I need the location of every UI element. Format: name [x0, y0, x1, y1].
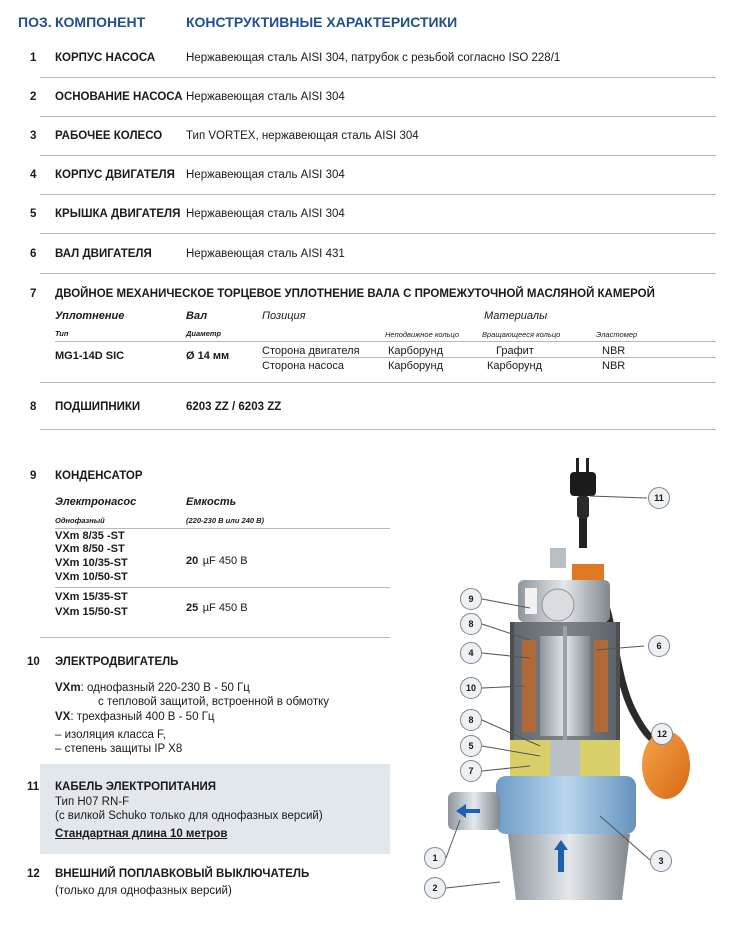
cable-band	[40, 764, 390, 854]
row-description: Нержавеющая сталь AISI 304	[186, 208, 345, 220]
row-description: Нержавеющая сталь AISI 304	[186, 169, 345, 181]
capacitor-value-number: 20	[186, 555, 199, 567]
header-characteristics: КОНСТРУКТИВНЫЕ ХАРАКТЕРИСТИКИ	[186, 14, 458, 30]
row-number: 10	[27, 656, 40, 668]
cable-type: Тип H07 RN-F	[55, 796, 130, 808]
callout-seal: 7	[460, 760, 482, 782]
row-number: 8	[30, 401, 37, 413]
capacitor-col-capacity: Емкость	[186, 496, 237, 508]
seal-col-shaft: Вал	[186, 310, 208, 322]
pump-cutaway-diagram	[400, 440, 725, 935]
motor-title: ЭЛЕКТРОДВИГАТЕЛЬ	[55, 656, 179, 668]
divider	[40, 155, 716, 156]
callout-cable: 11	[648, 487, 670, 509]
callout-bearing: 8	[460, 709, 482, 731]
motor-vx-text: : трехфазный 400 В - 50 Гц	[70, 711, 215, 723]
capacitor-value-number: 25	[186, 602, 199, 614]
seal-sub-diameter: Диаметр	[186, 329, 222, 338]
row-component: ПОДШИПНИКИ	[55, 401, 141, 413]
divider	[40, 273, 716, 274]
row-number: 7	[30, 288, 37, 300]
motor-housing	[510, 622, 620, 750]
callout-shaft: 6	[648, 635, 670, 657]
motor-vxm-line	[55, 682, 250, 694]
callout-float-switch: 12	[651, 723, 673, 745]
seal-type-value: MG1-14D SIC	[55, 350, 125, 362]
row-component: РАБОЧЕЕ КОЛЕСО	[55, 130, 163, 142]
motor-vx-line	[55, 711, 214, 723]
divider	[40, 194, 716, 195]
row-number: 3	[30, 130, 37, 142]
seal-sub-type: Тип	[55, 329, 69, 338]
motor-bullet: – степень защиты IP X8	[55, 743, 183, 755]
capacitor-model: VXm 10/50-ST	[55, 571, 128, 583]
capacitor-model: VXm 15/35-ST	[55, 591, 128, 603]
header-component: КОМПОНЕНТ	[55, 14, 146, 30]
seal-fixed: Карборунд	[388, 345, 444, 357]
capacitor-model: VXm 10/35-ST	[55, 557, 128, 569]
header-pos: ПОЗ.	[18, 14, 52, 30]
row-number: 11	[27, 781, 40, 793]
seal-rotating: Графит	[496, 345, 534, 357]
divider	[40, 429, 716, 430]
row-component: КОРПУС НАСОСА	[55, 52, 156, 64]
callout-motor-housing: 4	[460, 642, 482, 664]
callout-impeller: 3	[650, 850, 672, 872]
seal-position: Сторона двигателя	[262, 345, 360, 357]
row-description: Нержавеющая сталь AISI 304	[186, 91, 345, 103]
row-component: КОРПУС ДВИГАТЕЛЯ	[55, 169, 175, 181]
seal-diameter-value: Ø 14 мм	[186, 350, 230, 362]
pump-casing	[448, 776, 636, 834]
seal-sub-fixed-ring: Неподвижное кольцо	[385, 330, 460, 339]
motor-head	[518, 548, 610, 622]
capacitor-value	[186, 598, 248, 616]
cable-length: Стандартная длина 10 метров	[55, 828, 228, 840]
motor-vxm-text: : однофазный 220-230 В - 50 Гц	[80, 682, 250, 694]
motor-bullet: – изоляция класса F,	[55, 729, 166, 741]
cable-plug-note: (с вилкой Schuko только для однофазных версий)	[55, 810, 323, 822]
row-description: Нержавеющая сталь AISI 304, патрубок с резьбой согласно ISO 228/1	[186, 52, 561, 64]
callout-capacitor: 9	[460, 588, 482, 610]
capacitor-col-pump: Электронасос	[55, 496, 137, 508]
callout-bearing: 8	[460, 613, 482, 635]
seal-col-seal: Уплотнение	[55, 310, 125, 322]
seal-col-position: Позиция	[262, 310, 306, 322]
cable-title: КАБЕЛЬ ЭЛЕКТРОПИТАНИЯ	[55, 781, 217, 793]
row-number: 2	[30, 91, 37, 103]
row-number: 12	[27, 868, 40, 880]
row-component: ВАЛ ДВИГАТЕЛЯ	[55, 248, 152, 260]
row-number: 5	[30, 208, 37, 220]
divider	[40, 637, 390, 638]
row-description: 6203 ZZ / 6203 ZZ	[186, 401, 282, 413]
row-component: ОСНОВАНИЕ НАСОСА	[55, 91, 183, 103]
oil-chamber	[510, 740, 620, 776]
capacitor-model: VXm 8/35 -ST	[55, 530, 125, 542]
callout-motor-cover: 5	[460, 735, 482, 757]
row-number: 6	[30, 248, 37, 260]
divider	[262, 357, 716, 358]
motor-vxm-label: VXm	[55, 682, 81, 694]
capacitor-sub-voltage: (220-230 В или 240 В)	[186, 516, 265, 525]
callout-pump-body: 1	[424, 847, 446, 869]
seal-title: ДВОЙНОЕ МЕХАНИЧЕСКОЕ ТОРЦЕВОЕ УПЛОТНЕНИЕ ВАЛА С ПРОМЕЖУТОЧНОЙ МАСЛЯНОЙ КАМЕРОЙ	[55, 288, 655, 300]
float-switch-title: ВНЕШНИЙ ПОПЛАВКОВЫЙ ВЫКЛЮЧАТЕЛЬ	[55, 868, 310, 880]
seal-col-materials: Материалы	[484, 310, 548, 322]
divider	[40, 77, 716, 78]
row-description: Тип VORTEX, нержавеющая сталь AISI 304	[186, 130, 419, 142]
capacitor-model: VXm 15/50-ST	[55, 606, 128, 618]
seal-position: Сторона насоса	[262, 360, 345, 372]
row-number: 4	[30, 169, 37, 181]
row-component: КРЫШКА ДВИГАТЕЛЯ	[55, 208, 181, 220]
capacitor-value-unit: µF 450 В	[202, 602, 248, 614]
capacitor-value-unit: µF 450 В	[202, 555, 248, 567]
float-switch-note: (только для однофазных версий)	[55, 885, 232, 897]
capacitor-title: КОНДЕНСАТОР	[55, 470, 143, 482]
row-number: 9	[30, 470, 37, 482]
motor-vxm-line2: с тепловой защитой, встроенной в обмотку	[98, 696, 329, 708]
motor-vx-label: VX	[55, 711, 71, 723]
divider	[40, 382, 716, 383]
callout-pump-base: 2	[424, 877, 446, 899]
seal-fixed: Карборунд	[388, 360, 444, 372]
seal-elastomer: NBR	[602, 345, 626, 357]
seal-sub-rotating-ring: Вращающееся кольцо	[482, 330, 561, 339]
capacitor-value	[186, 551, 248, 569]
divider	[40, 116, 716, 117]
row-number: 1	[30, 52, 37, 64]
pump-base	[508, 834, 630, 900]
seal-sub-elastomer: Эластомер	[596, 330, 638, 339]
schuko-plug	[570, 458, 596, 518]
capacitor-model: VXm 8/50 -ST	[55, 543, 125, 555]
divider	[40, 233, 716, 234]
row-description: Нержавеющая сталь AISI 431	[186, 248, 345, 260]
divider	[55, 587, 390, 588]
seal-elastomer: NBR	[602, 360, 626, 372]
capacitor-sub-phase: Однофазный	[55, 516, 105, 525]
divider	[55, 528, 390, 529]
divider	[55, 341, 716, 342]
callout-motor: 10	[460, 677, 482, 699]
seal-rotating: Карборунд	[487, 360, 543, 372]
